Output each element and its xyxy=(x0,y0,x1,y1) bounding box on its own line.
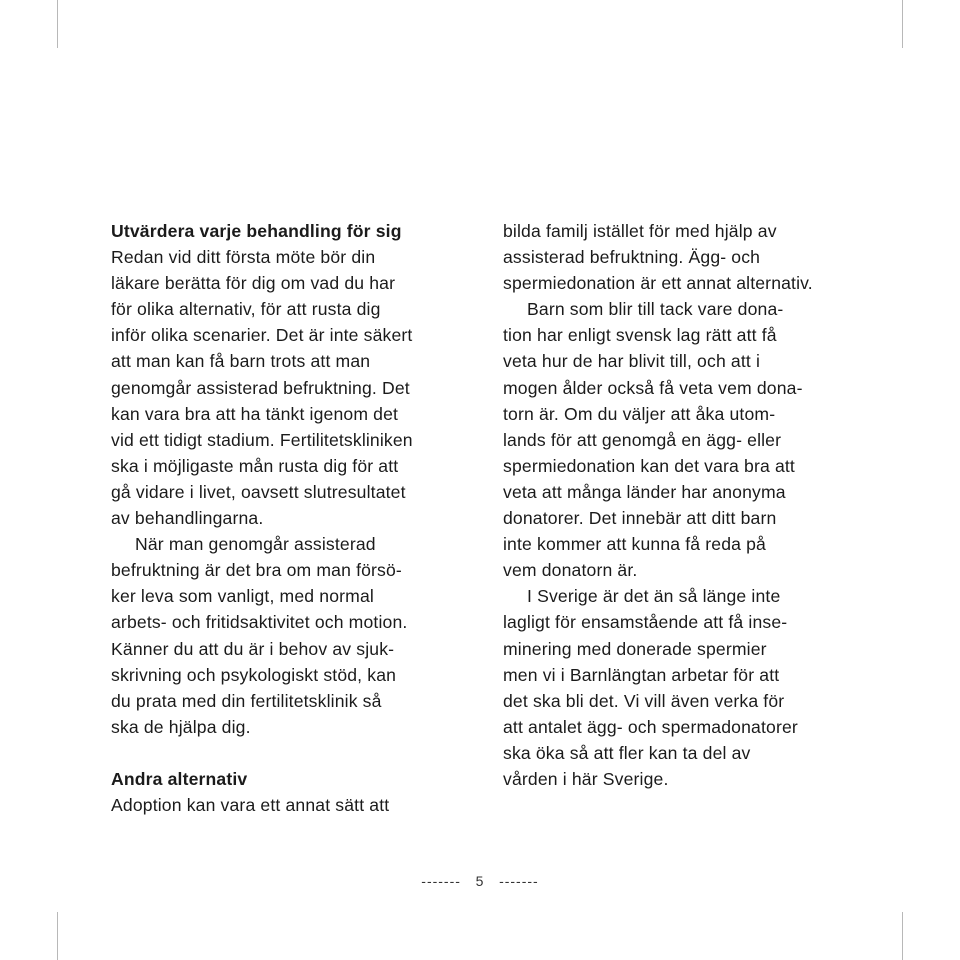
crop-mark-top-left xyxy=(57,0,58,48)
text-line: veta att många länder har anonyma xyxy=(503,481,786,502)
text-line: befruktning är det bra om man försö- xyxy=(111,560,402,581)
text-line: inför olika scenarier. Det är inte säkert xyxy=(111,325,413,346)
text-line: genomgår assisterad befruktning. Det xyxy=(111,377,410,398)
text-line: vid ett tidigt stadium. Fertilitetskliniken xyxy=(111,429,413,450)
text-line: torn är. Om du väljer att åka utom- xyxy=(503,403,776,424)
paragraph-donor-rights xyxy=(503,296,858,583)
text-line: lands för att genomgå en ägg- eller xyxy=(503,429,782,450)
page-number: 5 xyxy=(475,873,485,889)
text-line: att antalet ägg- och spermadonatorer xyxy=(503,716,798,737)
section-heading-evaluate: Utvärdera varje behandling för sig xyxy=(111,221,402,241)
paragraph-first-meeting xyxy=(111,244,466,531)
crop-mark-top-right xyxy=(902,0,903,48)
paragraph-donation-alternative xyxy=(503,218,858,296)
text-line: ska öka så att fler kan ta del av xyxy=(503,742,751,763)
text-line: ker leva som vanligt, med normal xyxy=(111,586,374,607)
text-line: vården i här Sverige. xyxy=(503,768,669,789)
text-line: för olika alternativ, för att rusta dig xyxy=(111,299,381,320)
text-line: ska de hjälpa dig. xyxy=(111,716,251,737)
text-line: assisterad befruktning. Ägg- och xyxy=(503,247,761,268)
paragraph-sweden-law xyxy=(503,583,858,792)
text-line: läkare berätta för dig om vad du har xyxy=(111,273,396,294)
text-line: gå vidare i livet, oavsett slutresultatet xyxy=(111,481,406,502)
text-line: mogen ålder också få veta vem dona- xyxy=(503,377,803,398)
text-line: spermiedonation är ett annat alternativ. xyxy=(503,273,813,294)
text-line: veta hur de har blivit till, och att i xyxy=(503,351,761,372)
paragraph-during-treatment xyxy=(111,531,466,740)
text-line: vem donatorn är. xyxy=(503,560,638,581)
paragraph-adoption xyxy=(111,792,466,818)
text-line: ska i möjligaste mån rusta dig för att xyxy=(111,455,399,476)
text-line: bilda familj istället för med hjälp av xyxy=(503,221,777,241)
page-footer xyxy=(0,873,960,889)
text-line: Barn som blir till tack vare dona- xyxy=(527,299,784,320)
text-line: arbets- och fritidsaktivitet och motion. xyxy=(111,612,408,633)
right-column xyxy=(503,218,858,792)
text-line: av behandlingarna. xyxy=(111,508,264,529)
text-line: kan vara bra att ha tänkt igenom det xyxy=(111,403,399,424)
text-line: inte kommer att kunna få reda på xyxy=(503,534,766,555)
crop-mark-bottom-right xyxy=(902,912,903,960)
footer-dashes-right: ------- xyxy=(499,873,539,889)
text-line: men vi i Barnlängtan arbetar för att xyxy=(503,664,780,685)
text-line: lagligt för ensamstående att få inse- xyxy=(503,612,788,633)
text-line: När man genomgår assisterad xyxy=(135,534,376,555)
footer-dashes-left: ------- xyxy=(421,873,461,889)
text-line: minering med donerade spermier xyxy=(503,638,767,659)
text-line: det ska bli det. Vi vill även verka för xyxy=(503,690,785,711)
text-line: Adoption kan vara ett annat sätt att xyxy=(111,794,390,815)
text-line: tion har enligt svensk lag rätt att få xyxy=(503,325,777,346)
text-line: spermiedonation kan det vara bra att xyxy=(503,455,795,476)
text-line: att man kan få barn trots att man xyxy=(111,351,371,372)
text-line: donatorer. Det innebär att ditt barn xyxy=(503,508,777,529)
text-line: du prata med din fertilitetsklinik så xyxy=(111,690,382,711)
text-line: skrivning och psykologiskt stöd, kan xyxy=(111,664,397,685)
crop-mark-bottom-left xyxy=(57,912,58,960)
section-heading-alternatives: Andra alternativ xyxy=(111,768,248,789)
text-line: I Sverige är det än så länge inte xyxy=(527,586,781,607)
left-column xyxy=(111,218,466,818)
spacer xyxy=(111,740,466,766)
text-line: Känner du att du är i behov av sjuk- xyxy=(111,638,395,659)
text-line: Redan vid ditt första möte bör din xyxy=(111,247,376,268)
